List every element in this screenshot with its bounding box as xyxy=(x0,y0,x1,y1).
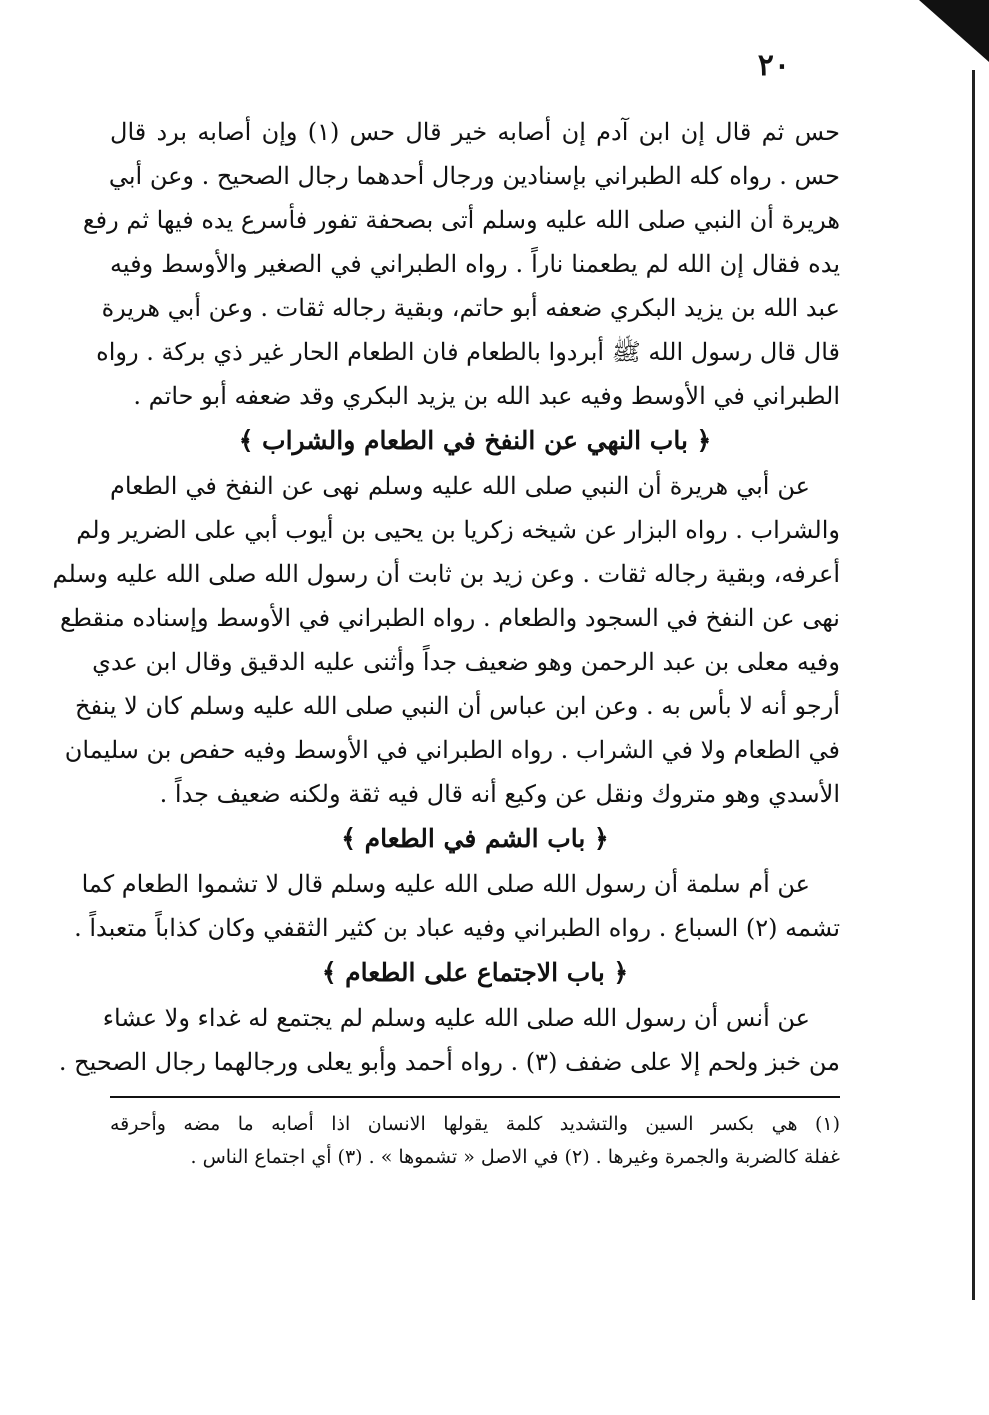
text-line: أرجو أنه لا بأس به . وعن ابن عباس أن النبي صلى الله عليه وسلم كان لا ينفخ xyxy=(75,692,840,720)
text-line: حس . رواه كله الطبراني بإسنادين ورجال أحدهما رجال الصحيح . وعن أبي xyxy=(108,162,840,190)
text-line: الطبراني في الأوسط وفيه عبد الله بن يزيد البكري وقد ضعفه أبو حاتم . xyxy=(133,382,840,410)
footnote-line: (١) هي بكسر السين والتشديد كلمة يقولها الانسان اذا أصابه ما مضه وأحرقه xyxy=(110,1113,840,1135)
chapter-heading: ﴿ باب النهي عن النفخ في الطعام والشراب ﴾ xyxy=(238,426,712,455)
chapter-heading: ﴿ باب الشم في الطعام ﴾ xyxy=(341,824,609,853)
text-line: حس ثم قال إن ابن آدم إن أصابه خير قال حس (١) وإن أصابه برد قال xyxy=(110,118,841,146)
text-line: وفيه معلى بن عبد الرحمن وهو ضعيف جداً وأثنى عليه الدقيق وقال ابن عدي xyxy=(92,648,840,676)
scan-corner-mark xyxy=(919,0,989,62)
text-line: في الطعام ولا في الشراب . رواه الطبراني في الأوسط وفيه حفص بن سليمان xyxy=(64,736,840,764)
text-line: عن أبي هريرة أن النبي صلى الله عليه وسلم نهى عن النفخ في الطعام xyxy=(110,472,810,500)
page-body xyxy=(52,110,841,1174)
text-line: يده فقال إن الله لم يطعمنا ناراً . رواه الطبراني في الصغير والأوسط وفيه xyxy=(110,250,840,278)
text-line: عن أنس أن رسول الله صلى الله عليه وسلم لم يجتمع له غداء ولا عشاء xyxy=(102,1004,810,1032)
text-line: قال قال رسول الله ﷺ أبردوا بالطعام فان الطعام الحار غير ذي بركة . رواه xyxy=(96,338,840,366)
text-line: من خبز ولحم إلا على ضفف (٣) . رواه أحمد وأبو يعلى ورجالهما رجال الصحيح . xyxy=(58,1048,840,1076)
footnote-line: غفلة كالضربة والجمرة وغيرها . (٢) في الاصل « تشموها » . (٣) أي اجتماع الناس . xyxy=(190,1146,840,1168)
text-line: الأسدي وهو متروك ونقل عن وكيع أنه قال فيه ثقة ولكنه ضعيف جداً . xyxy=(159,780,840,808)
text-line: هريرة أن النبي صلى الله عليه وسلم أتى بصحفة تفور فأسرع يده فيها ثم رفع xyxy=(82,206,840,234)
text-line: تشمه (٢) السباع . رواه الطبراني وفيه عباد بن كثير الثقفي وكان كذاباً متعبداً . xyxy=(74,914,840,942)
chapter-heading: ﴿ باب الاجتماع على الطعام ﴾ xyxy=(321,958,629,987)
text-line: أعرفه، وبقية رجاله ثقات . وعن زيد بن ثابت أن رسول الله صلى الله عليه وسلم xyxy=(52,560,840,588)
footnote-divider xyxy=(110,1096,840,1098)
scan-edge-line xyxy=(972,70,975,1300)
text-line: والشراب . رواه البزار عن شيخه زكريا بن يحيى بن أيوب أبي على الضرير ولم xyxy=(76,516,840,544)
text-line: نهى عن النفخ في السجود والطعام . رواه الطبراني في الأوسط وإسناده منقطع xyxy=(60,604,840,632)
text-line: عن أم سلمة أن رسول الله صلى الله عليه وسلم قال لا تشموا الطعام كما xyxy=(81,870,810,898)
text-line: عبد الله بن يزيد البكري ضعفه أبو حاتم، وبقية رجاله ثقات . وعن أبي هريرة xyxy=(101,294,840,322)
page-number: ٢٠ xyxy=(757,48,790,83)
